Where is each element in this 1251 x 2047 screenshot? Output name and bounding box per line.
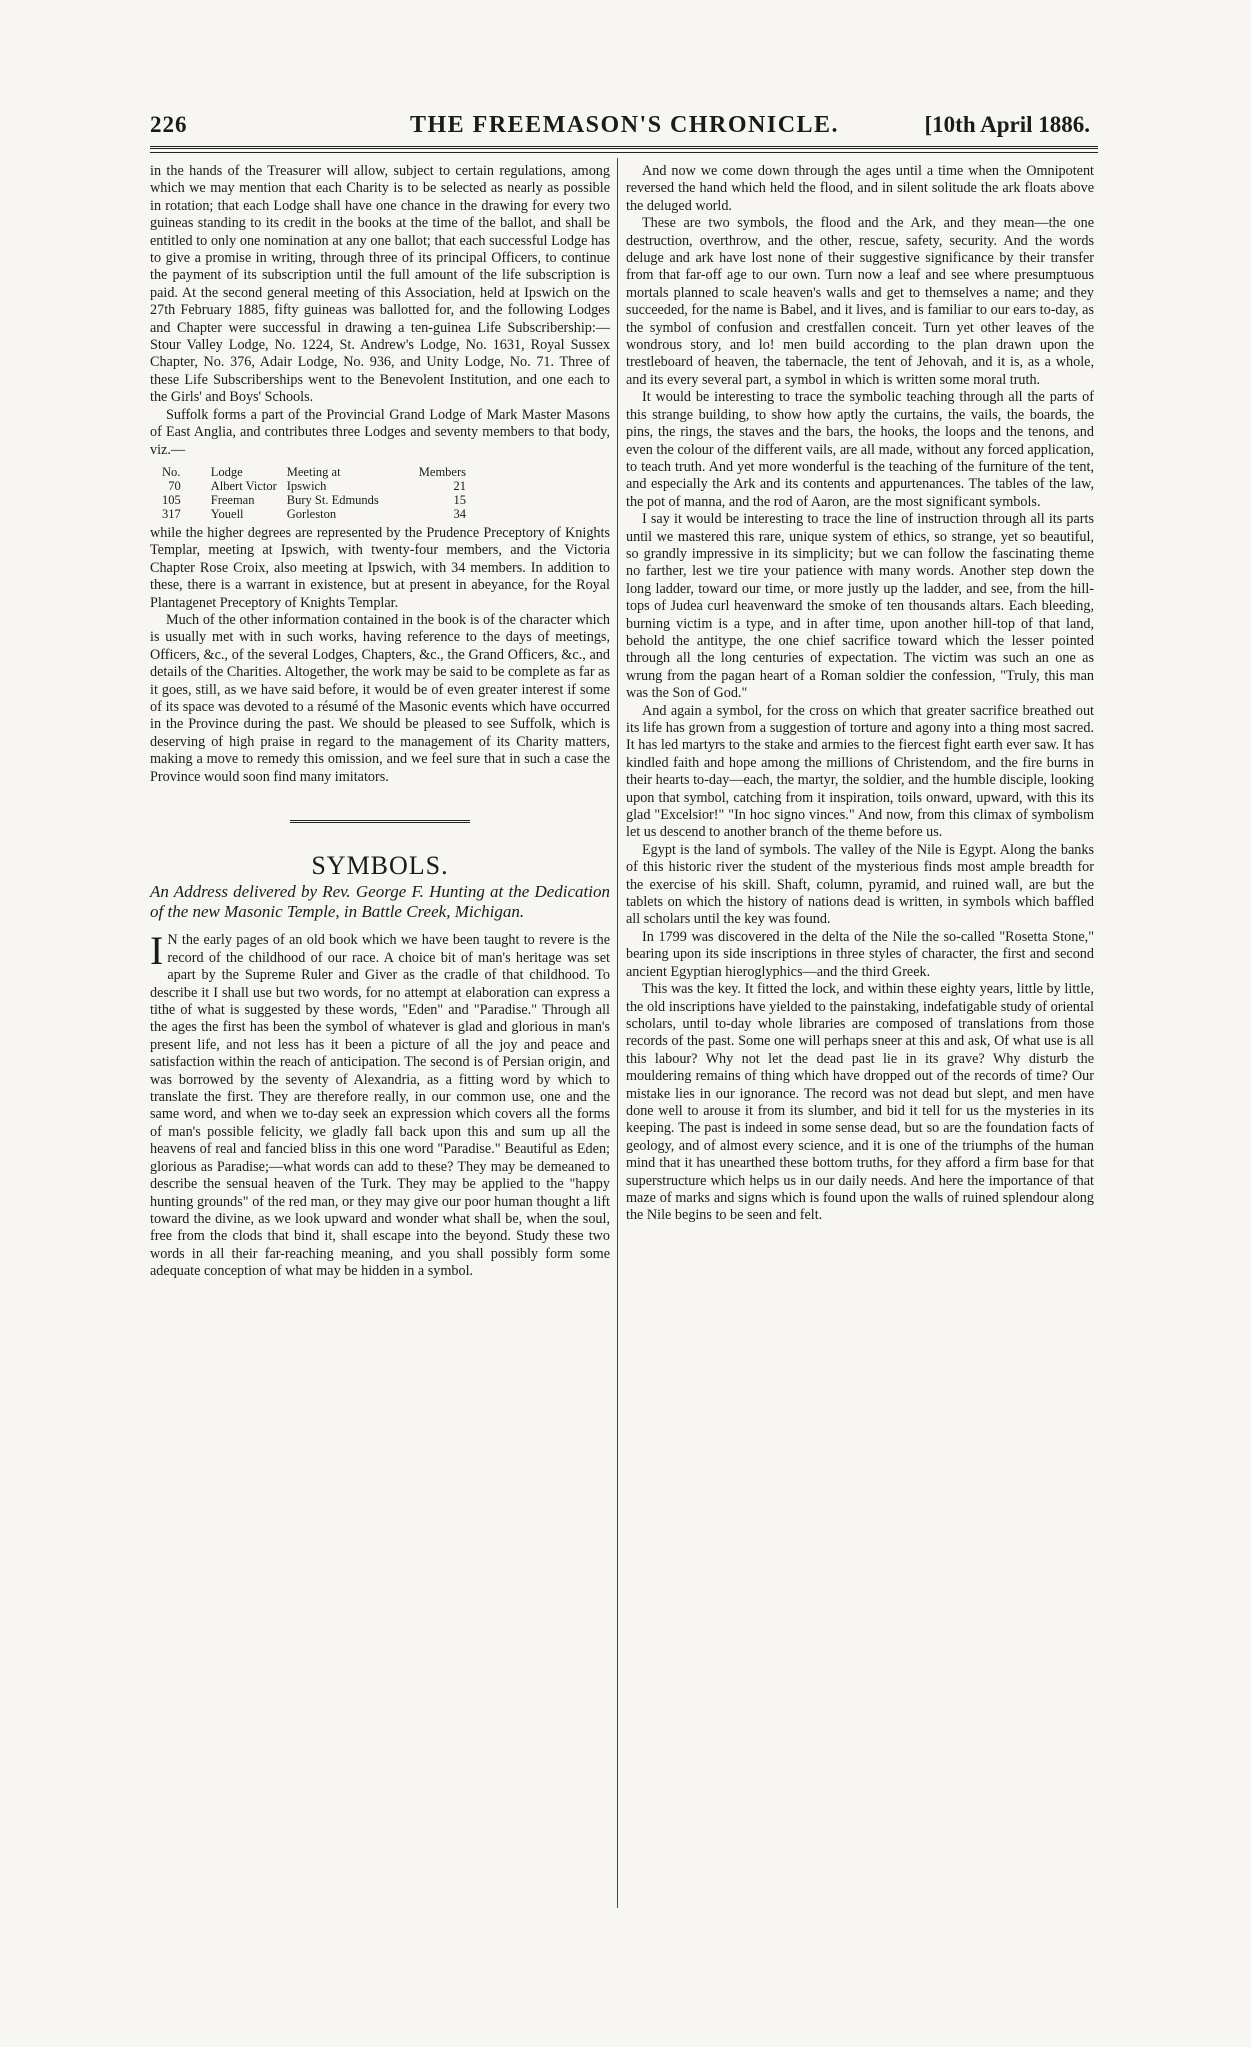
meeting-place: Ipswich [286,478,327,493]
column-header: Meeting at [286,464,341,479]
paragraph: This was the key. It fitted the lock, and within these eighty years, little by little, the old inscriptions have yielded to the painstaking, indefatigable study of oriental scholars, until to-day whole libraries are composed of translations from those records of the past. Some one will perhaps sneer at this and ask, Of what use is all this labour? Why not let the dead past lie in its grave? Why disturb the mouldering remains of thing which have dropped out of the records of time? Our mistake lies in our ignorance. The record was not dead but slept, and men have done well to arouse it from its slumber, and bid it tell for us the mysteries in its keeping. The past is indeed in some sense dead, but so are the foundation facts of geology, and of almost every science, and it is one of the triumphs of the human mind that it has unearthed these bottom truths, for they afford a firm base for that superstructure which helps us in our daily needs. And here the importance of that maze of marks and signs which is found upon the walls of ruined splendour along the Nile begins to be seen and felt. [626,981,1094,1224]
page-header [150,112,1090,142]
lodge-name: Youell [210,506,244,521]
section-title: SYMBOLS. [311,851,449,880]
paragraph: It would be interesting to trace the symbolic teaching through all the parts of this strange building, to show how aptly the curtains, the vails, the boards, the pins, the rings, the staves and the bars, the hooks, the loops and the tenons, and even the colour of the different vails, are all made, without any forced application, to teach truth. And yet more wonderful is the teaching of the furniture of the tent, and especially the Ark and its contents and appurtenances. The tables of the law, the pot of manna, and the rod of Aaron, are the most significant symbols. [626,389,1094,510]
article-subtitle: An Address delivered by Rev. George F. Hunting at the Dedication of the new Masonic Temple, in Battle Creek, Michigan. [150,882,610,922]
section-separator [290,820,470,825]
lodge-name: Albert Victor [210,478,277,493]
paragraph: Suffolk forms a part of the Provincial Grand Lodge of Mark Master Masons of East Anglia, and contributes three Lodges and seventy members to that body, viz.— [150,406,610,458]
page-number: 226 [150,112,188,137]
paragraph: in the hands of the Treasurer will allow, subject to certain regulations, among which we may mention that each Charity is to be selected as nearly as possible in rotation; that each Lodge shall have one chance in the drawing for every two guineas standing to its credit in the books at the time of the ballot, and shall be entitled to only one nomination at any one ballot; that each successful Lodge has to give a promise in writing, through three of its principal Officers, to continue the payment of its subscription until the full amount of the life subscription is paid. At the second general meeting of this Association, held at Ipswich on the 27th February 1885, fifty guineas was ballotted for, and the following Lodges and Chapter were successful in drawing a ten-guinea Life Subscribership:—Stour Valley Lodge, No. 1224, St. Andrew's Lodge, No. 1631, Royal Sussex Chapter, No. 376, Adair Lodge, No. 936, and Unity Lodge, No. 71. Three of these Life Subscriberships went to the Benevolent Institution, and one each to the Girls' and Boys' Schools. [150,163,610,406]
table-row [162,479,466,493]
column-header: Members [418,464,467,479]
lodge-name: Freeman [210,492,255,507]
paragraph: Much of the other information contained in the book is of the character which is usually met with in such works, having reference to the days of meetings, Officers, &c., of the several Lodges, Chapters, &c., the Grand Officers, &c., and details of the Charities. Altogether, the work may be said to be complete as far as it goes, still, as we have said before, it would be of even greater interest if some of its space was devoted to a résumé of the Masonic events which have occurred in the Province during the past. We should be pleased to see Suffolk, which is deserving of high praise in regard to the management of its Charity matters, making a move to remedy this omission, and we feel sure that in such a case the Province would soon find many imitators. [150,611,610,785]
mark-lodges-table [162,465,466,521]
header-rule [150,146,1098,153]
member-count: 21 [453,478,467,493]
paragraph: while the higher degrees are represented by the Prudence Preceptory of Knights Templar, meeting at Ipswich, with twenty-four members, and the Victoria Chapter Rose Croix, also meeting at Ipswich, with 34 members. In addition to these, there is a warrant in existence, but at present in abeyance, for the Royal Plantagenet Preceptory of Knights Templar. [150,524,610,611]
paragraph-text: N the early pages of an old book which we have been taught to revere is the record of the childhood of our race. A choice bit of man's heritage was set apart by the Supreme Ruler and Giver as the cradle of that childhood. To describe it I shall use but two words, for no attempt at elaboration can express a tithe of what is suggested by these words, "Eden" and "Paradise." Through all the ages the first has been the symbol of whatever is glad and glorious in man's present life, and not less has it been a picture of all the joy and peace and satisfaction within the reach of anticipation. The second is of Persian origin, and was borrowed by the seventy of Alexandria, as a fitting word by which to translate the first. They are therefore really, in our common use, one and the same word, and when we to-day seek an expression which covers all the forms of man's possible felicity, we gladly fall back upon this and sum up all the heavens of real and fancied bliss in this one word "Paradise." Beautiful as Eden; glorious as Paradise;—what words can add to these? They may be demeaned to describe the sensual heaven of the Turk. They may be applied to the "happy hunting grounds" of the red man, or they may give our poor human thought a lift toward the divine, as we look upward and wonder what shall be, when the soul, free from the clods that bind it, shall escape into the beyond. Study these two words in all their far-reaching meaning, and you shall possibly form some adequate conception of what may be hidden in a symbol. [150,932,610,1280]
drop-cap: I [150,928,164,974]
paragraph: And again a symbol, for the cross on which that greater sacrifice breathed out its life has grown from a suggestion of torture and agony into a thing most sacred. It has led martyrs to the stake and armies to the fiercest fight earth ever saw. It has kindled faith and hope among the millions of Christendom, and the fire burns in their hearts to-day—each, the martyr, the soldier, and the humble disciple, looking upon that symbol, catching from it inspiration, toils onward, upward, with this its glad "Excelsior!" "In hoc signo vinces." And now, from this climax of symbolism let us descend to another branch of the theme before us. [626,702,1094,841]
issue-date: [10th April 1886. [924,112,1090,137]
lodge-number: 105 [162,492,181,507]
paragraph: I say it would be interesting to trace the line of instruction through all its parts until we mastered this rare, unique system of ethics, so strange, yet so beautiful, so grandly impressive in its simplicity; but we can follow the fascinating theme no farther, lest we tire your patience with many words. Another step down the long ladder, toward our time, or more justly up the ladder, and see, from the hill-tops of Judea curl heavenward the smoke of ten thousands altars. Each bleeding, burning victim is a type, and in after time, upon another hill-top of that land, behold the antitype, the one chief sacrifice toward which the lesser pointed through all the long centuries of expectation. The victim was such an one as wrung from the pagan heart of a Roman soldier the confession, "Truly, this man was the Son of God." [626,511,1094,702]
lodge-number: 317 [162,506,181,521]
table-row [162,507,466,521]
paragraph: In 1799 was discovered in the delta of the Nile the so-called "Rosetta Stone," bearing upon its side inscriptions in three styles of character, the first and second ancient Egyptian hieroglyphics—and the third Greek. [626,928,1094,980]
paragraph: These are two symbols, the flood and the Ark, and they mean—the one destruction, overthrow, and the other, rescue, safety, security. And the words deluge and ark have lost none of their suggestive significance by their transfer from that far-off age to our own. Turn now a leaf and see where presumptuous mortals planned to scale heaven's walls and get to themselves a name; and they succeeded, for the name is Babel, and it lives, and is familiar to our ears to-day, as the symbol of confusion and crestfallen conceit. Turn yet other leaves of the wondrous story, and lo! men build according to the plan drawn upon the trestleboard of heaven, the tabernacle, the tent of Jehovah, and it is, as a whole, and its every several part, a symbol in which is written some moral truth. [626,215,1094,388]
member-count: 34 [453,506,467,521]
right-column [626,163,1094,1225]
paragraph: Egypt is the land of symbols. The valley of the Nile is Egypt. Along the banks of this historic river the student of the mysterious finds most ample breadth for the exercise of his skill. Shaft, column, pyramid, and ruined wall, are but the tablets on which the history of nations dead is written, in symbols which baffled all scholars until the key was found. [626,841,1094,928]
lodge-number: 70 [168,478,181,493]
table-header-row [162,465,466,479]
column-divider [617,158,618,1908]
column-header: No. [162,464,181,479]
paragraph: And now we come down through the ages until a time when the Omnipotent reversed the hand which held the flood, and in silent solitude the ark floats above the deluged world. [626,163,1094,214]
left-column [150,163,610,1281]
table-row [162,493,466,507]
paragraph [150,928,610,1280]
publication-title: THE FREEMASON'S CHRONICLE. [410,112,840,138]
member-count: 15 [453,492,467,507]
column-header: Lodge [210,464,243,479]
meeting-place: Bury St. Edmunds [286,492,379,507]
meeting-place: Gorleston [286,506,337,521]
